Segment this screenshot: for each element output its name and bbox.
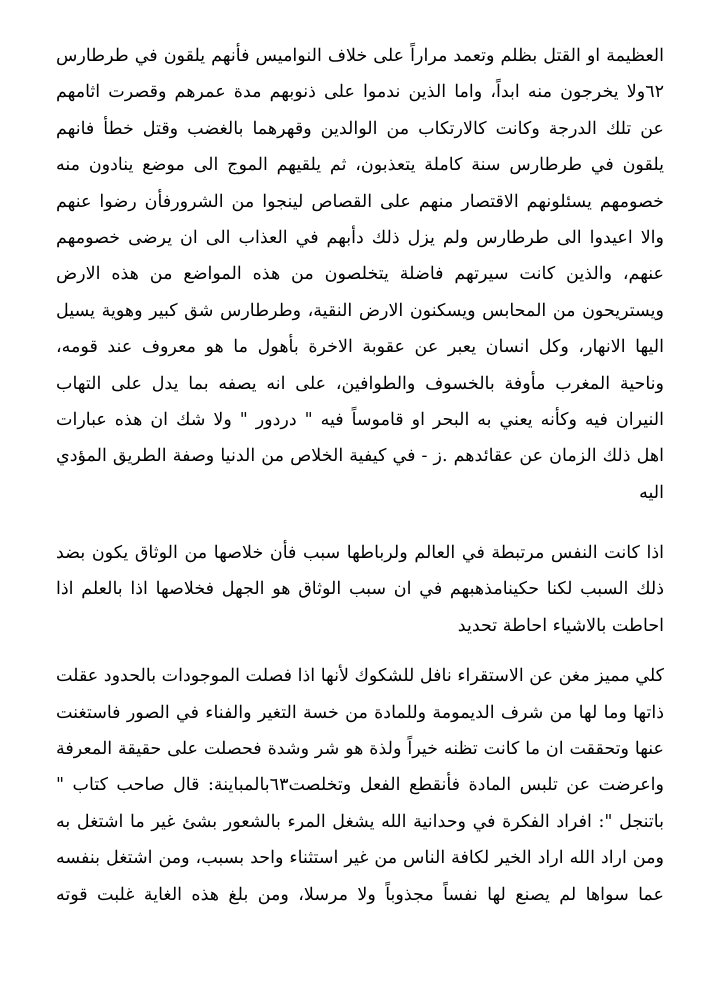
text-line: العظيمة او القتل بظلم وتعمد مراراً على خلاف النواميس فأنهم يلقون في طرطارس [56, 46, 664, 66]
text-line: والا اعيدوا الى طرطارس ولم يزل ذلك دأبهم في العذاب الى ان يرضى خصومهم [56, 227, 664, 248]
paragraph-3 [56, 658, 664, 913]
text-line: وناحية المغرب مأوفة بالخسوف والطوافين، على انه يصفه بما يدل على التهاب [56, 373, 664, 394]
text-line: ٦٢ولا يخرجون منه ابداً، واما الذين ندموا على ذنوبهم مدة عمرهم وقصرت اثامهم [56, 82, 664, 103]
text-line: اليه [639, 482, 664, 503]
text-line: عنهم، والذين كانت سيرتهم فاضلة يتخلصون من هذه المواضع من هذه الارض [56, 264, 664, 285]
text-line: اليها الانهار، وكل انسان يعبر عن عقوبة الاخرة بأهول ما هو معروف عند قومه، [56, 337, 664, 358]
text-line: احاطت بالاشياء احاطة تحديد [457, 615, 664, 636]
text-line: يلقون في طرطارس سنة كاملة يتعذبون، ثم يلقيهم الموج الى موضع ينادون منه [56, 155, 664, 176]
text-line: عما سواها لم يصنع لها نفساً مجذوباً ولا مرسلا، ومن بلغ هذه الغاية غلبت قوته [56, 884, 664, 905]
paragraph-2 [56, 535, 664, 644]
text-line: ذاتها وما لها من شرف الديمومة وللمادة من خسة التغير والفناء في الصور فاستغنت [56, 702, 664, 723]
text-line: خصومهم يسئلونهم الاقتصار منهم على القصاص لينجوا من الشرورفأن رضوا عنهم [56, 191, 664, 212]
text-line: ومن اراد الله اراد الخير لكافة الناس من غير استثناء واحد بسبب، ومن اشتغل بنفسه [56, 848, 664, 869]
text-line: عنها وتحققت ان ما كانت تظنه خيراً ولذة هو شر وشدة فحصلت على حقيقة المعرفة [56, 739, 664, 760]
text-line: اهل ذلك الزمان عن عقائدهم .ز - في كيفية الخلاص من الدنيا وصفة الطريق المؤدي [56, 446, 664, 467]
text-line: واعرضت عن تلبس المادة فأنقطع الفعل وتخلصت٦٣بالمباينة: قال صاحب كتاب " [56, 775, 664, 796]
paragraph-spacer [56, 511, 664, 535]
paragraph-1 [56, 38, 664, 511]
text-line: ويستريحون من المحابس ويسكنون الارض النقية، وطرطارس شق كبير وهوية يسيل [56, 300, 664, 321]
text-line: كلي مميز مغن عن الاستقراء نافل للشكوك لأنها اذا فصلت الموجودات بالحدود عقلت [56, 666, 664, 687]
text-line: اذا كانت النفس مرتبطة في العالم ولرباطها سبب فأن خلاصها من الوثاق يكون بضد [56, 543, 664, 564]
document-page [56, 38, 664, 913]
text-line: النيران فيه وكأنه يعني به البحر او قاموساً فيه " دردور " ولا شك ان هذه عبارات [56, 409, 664, 430]
text-line: عن تلك الدرجة وكانت كالارتكاب من الوالدين وقهرهما بالغضب وقتل خطأ فانهم [56, 118, 664, 139]
text-line: ذلك السبب لكنا حكينامذهبهم في ان سبب الوثاق هو الجهل فخلاصها اذا بالعلم اذا [56, 579, 664, 600]
paragraph-spacer [56, 644, 664, 658]
text-line: باتنجل ": افراد الفكرة في وحدانية الله يشغل المرء بالشعور بشئ غير ما اشتغل به [56, 811, 664, 832]
